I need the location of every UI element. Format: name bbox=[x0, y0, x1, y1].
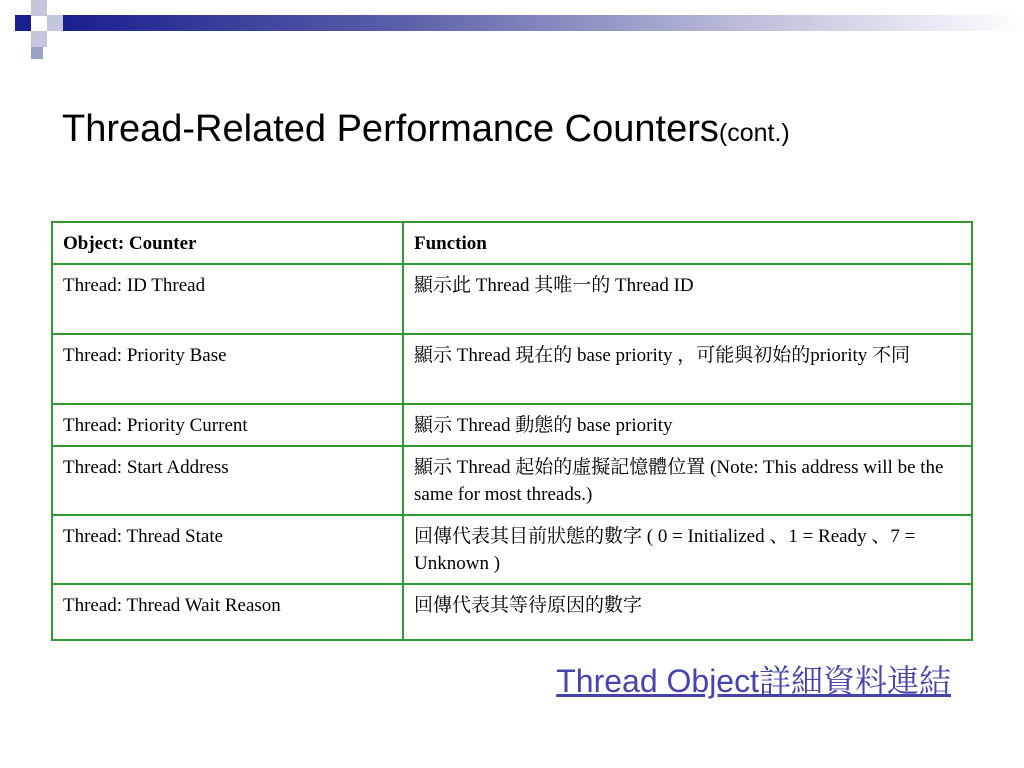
table-row bbox=[52, 584, 972, 640]
function-cell: 顯示 Thread 起始的虛擬記憶體位置 (Note: This address will be the same for most threads.) bbox=[403, 446, 972, 515]
counter-cell: Thread: Priority Base bbox=[52, 334, 403, 404]
column-header-function: Function bbox=[403, 222, 972, 264]
decor-square bbox=[47, 15, 63, 31]
counter-cell: Thread: Thread State bbox=[52, 515, 403, 584]
table-row bbox=[52, 515, 972, 584]
function-cell: 顯示 Thread 現在的 base priority ，可能與初始的priority 不同 bbox=[403, 334, 972, 404]
function-cell: 回傳代表其等待原因的數字 bbox=[403, 584, 972, 640]
table-row bbox=[52, 334, 972, 404]
table-row bbox=[52, 264, 972, 334]
table-header-row bbox=[52, 222, 972, 264]
counter-cell: Thread: Priority Current bbox=[52, 404, 403, 446]
function-cell: 顯示 Thread 動態的 base priority bbox=[403, 404, 972, 446]
decor-square bbox=[31, 0, 47, 16]
counters-table bbox=[51, 221, 973, 641]
slide-title-text: Thread-Related Performance Counters bbox=[62, 108, 719, 150]
counter-cell: Thread: Start Address bbox=[52, 446, 403, 515]
table-row bbox=[52, 446, 972, 515]
function-cell: 顯示此 Thread 其唯一的 Thread ID bbox=[403, 264, 972, 334]
function-cell: 回傳代表其目前狀態的數字 ( 0 = Initialized 、1 = Ready 、7 = Unknown ) bbox=[403, 515, 972, 584]
decor-square bbox=[31, 47, 43, 59]
column-header-counter: Object: Counter bbox=[52, 222, 403, 264]
slide-title-suffix: (cont.) bbox=[718, 119, 790, 147]
header-gradient-bar bbox=[63, 15, 1024, 31]
table-row bbox=[52, 404, 972, 446]
slide-title bbox=[62, 108, 790, 151]
counter-cell: Thread: Thread Wait Reason bbox=[52, 584, 403, 640]
decor-square bbox=[31, 31, 47, 47]
thread-object-details-link[interactable]: Thread Object詳細資料連結 bbox=[556, 663, 951, 699]
decor-square bbox=[15, 15, 31, 31]
counter-cell: Thread: ID Thread bbox=[52, 264, 403, 334]
